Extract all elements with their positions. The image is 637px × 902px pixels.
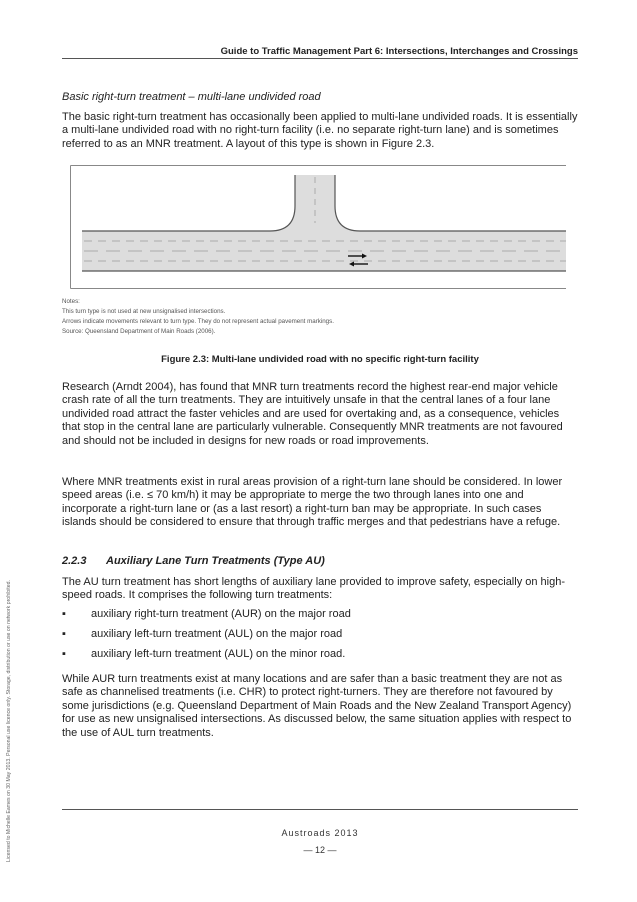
list-item-text: auxiliary right-turn treatment (AUR) on the major road [91,608,351,620]
intersection-diagram [70,165,566,289]
list-item-text: auxiliary left-turn treatment (AUL) on the minor road. [91,648,346,660]
list-item [62,607,578,627]
figure-2-3-diagram [70,165,566,289]
note-item: This turn type is not used at new unsignalised intersections. [62,308,226,315]
licence-side-note: Licensed to Michelle Eames on 30 May 2013. Personal use licence only. Storage, distribution or use on network prohibited. [6,580,12,862]
road-edge-left-return [82,175,295,231]
running-header: Guide to Traffic Management Part 6: Intersections, Interchanges and Crossings [220,46,578,57]
section-number: 2.2.3 [62,555,87,567]
page-number: — 12 — [303,845,337,855]
list-item-text: auxiliary left-turn treatment (AUL) on the major road [91,628,343,640]
figure-caption: Figure 2.3: Multi-lane undivided road with no specific right-turn facility [161,354,479,365]
bullet-marker: ▪ [62,608,66,620]
turn-treatment-list [62,607,578,667]
footer-rule [62,809,578,810]
list-item [62,647,578,667]
section-heading-2-2-3 [62,555,325,567]
paragraph-au-intro: The AU turn treatment has short lengths of auxiliary lane provided to improve safety, especially on high-speed roads. It comprises the following turn treatments: [62,576,566,602]
list-item [62,627,578,647]
paragraph-aur-safety: While AUR turn treatments exist at many locations and are safer than a basic treatment they are not as safe as channelised treatments (i.e. CHR) to protect right-turners. They are therefore not favoured by some jurisdictions (e.g. Queensland Department of Main Roads and the New Zealand Transport Agency) for use as new unsignalised intersections. As discussed below, the same situation applies with respect to the use of AUL turn treatments. [62,673,572,739]
paragraph-mnr-intro: The basic right-turn treatment has occasionally been applied to multi-lane undivided roads. It is essentially a multi-lane undivided road with no right-turn facility (i.e. no separate right-turn lane) and is sometimes referred to as an MNR treatment. A layout of this type is shown in Figure 2.3. [62,111,578,150]
paragraph-research: Research (Arndt 2004), has found that MNR turn treatments record the highest rear-end major vehicle crash rate of all the turn treatments. They are intuitively unsafe in that the central lanes of a four lane undivided road attract the faster vehicles and are used for overtaking and, as a consequence, vehicles that stop in the central lane are particularly vulnerable. Consequently MNR treatments are not favoured and should not be included in designs for new roads or road improvements. [62,381,563,447]
section-title: Auxiliary Lane Turn Treatments (Type AU) [106,555,325,567]
subheading-basic-right-turn: Basic right-turn treatment – multi-lane undivided road [62,91,321,103]
notes-heading: Notes: [62,298,80,305]
bullet-marker: ▪ [62,648,66,660]
paragraph-rural-areas: Where MNR treatments exist in rural areas provision of a right-turn lane should be considered. In lower speed areas (i.e. ≤ 70 km/h) it may be appropriate to merge the two through lanes into one and incorporate a right-turn lane or (as a last resort) a right-turn ban may be appropriate. In such cases islands should be considered to ensure that through traffic merges and that pedestrians have a refuge. [62,476,563,529]
figure-notes [62,297,334,337]
bullet-marker: ▪ [62,628,66,640]
note-item: Arrows indicate movements relevant to turn type. They do not represent actual pavement markings. [62,318,334,325]
note-source: Source: Queensland Department of Main Roads (2006). [62,328,216,335]
road-edge-right-return [335,175,566,231]
road-pavement [82,175,566,271]
footer-publisher: Austroads 2013 [281,828,359,838]
header-rule [62,58,578,59]
